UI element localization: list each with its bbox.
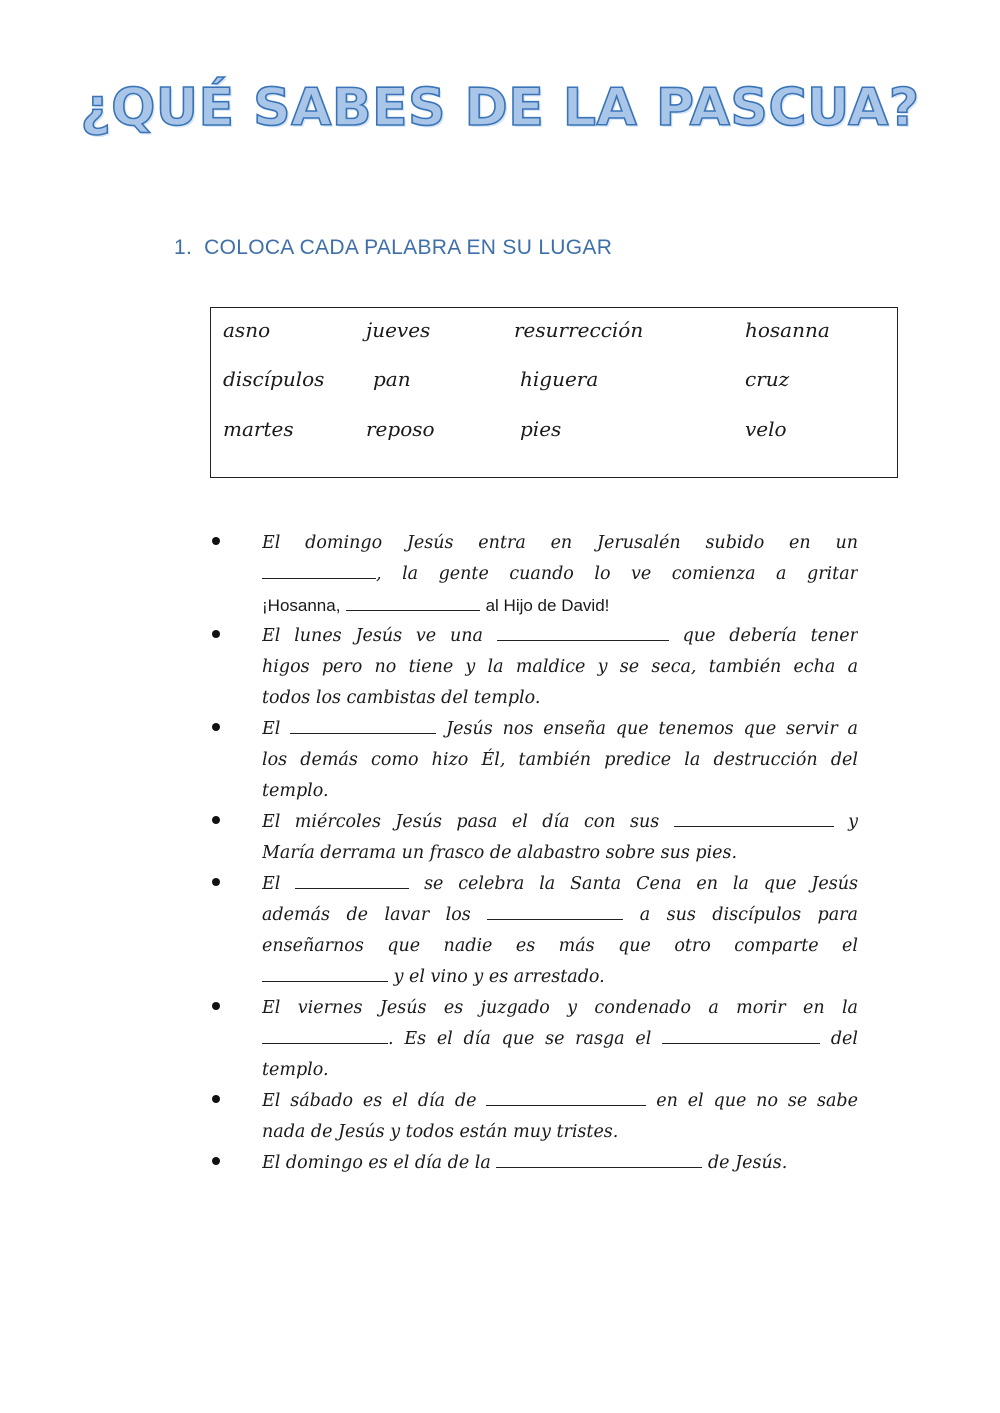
word-bank-word[interactable]: jueves <box>366 318 431 342</box>
exercise-item <box>212 993 858 1086</box>
sentence-text: del <box>830 1029 858 1049</box>
bullet-icon <box>212 1002 220 1010</box>
sentence-text: El miércoles Jesús pasa el día con sus <box>262 812 660 832</box>
sentence-text: El lunes Jesús ve una <box>262 626 483 646</box>
sentence-text: los demás como hizo Él, también predice la destrucción del <box>262 750 858 770</box>
sentence-text: María derrama un frasco de alabastro sobre sus pies. <box>262 843 738 863</box>
answer-blank[interactable] <box>662 1024 820 1044</box>
word-bank-word[interactable]: higuera <box>520 367 599 391</box>
bullet-icon <box>212 537 220 545</box>
sentence-text: y el vino y es arrestado. <box>393 967 605 987</box>
sentence-text: todos los cambistas del templo. <box>262 688 541 708</box>
sentence-line <box>262 838 858 869</box>
sentence-line <box>262 745 858 776</box>
sentence-text: El domingo Jesús entra en Jerusalén subido en un <box>262 533 858 553</box>
exercise-item <box>212 714 858 807</box>
sentence-text: enseñarnos que nadie es más que otro comparte el <box>262 936 858 956</box>
sentence-line <box>262 714 858 745</box>
bullet-icon <box>212 723 220 731</box>
word-bank-word[interactable]: velo <box>745 417 787 441</box>
word-bank-word[interactable]: martes <box>223 417 294 441</box>
word-bank-word[interactable]: asno <box>223 318 271 342</box>
sentence-line <box>262 683 858 714</box>
bullet-icon <box>212 630 220 638</box>
bullet-icon <box>212 816 220 824</box>
exercise-item <box>212 807 858 869</box>
sentence-line <box>262 900 858 931</box>
sentence-text: al Hijo de David! <box>485 596 610 615</box>
answer-blank[interactable] <box>496 1148 702 1168</box>
answer-blank[interactable] <box>262 962 388 982</box>
sentence-text: que debería tener <box>682 626 858 646</box>
sentence-line <box>262 1148 858 1179</box>
sentence-text: El sábado es el día de <box>262 1091 477 1111</box>
bullet-icon <box>212 878 220 886</box>
answer-blank[interactable] <box>290 714 436 734</box>
sentence-line <box>262 807 858 838</box>
word-bank-word[interactable]: pan <box>373 367 411 391</box>
sentence-line <box>262 1055 858 1086</box>
sentence-text: El viernes Jesús es juzgado y condenado a morir en la <box>262 998 858 1018</box>
answer-blank[interactable] <box>486 1086 646 1106</box>
sentence-line <box>262 931 858 962</box>
sentence-text: templo. <box>262 1060 329 1080</box>
sentence-line <box>262 621 858 652</box>
sentence-line <box>262 993 858 1024</box>
sentence-text: Jesús nos enseña que tenemos que servir a <box>446 719 858 739</box>
sentence-text: , la gente cuando lo ve comienza a gritar <box>376 564 858 584</box>
sentence-text: ¡Hosanna, <box>262 596 341 615</box>
word-bank-word[interactable]: discípulos <box>223 367 325 391</box>
sentence-text: y <box>848 812 858 832</box>
word-bank-word[interactable]: cruz <box>745 367 790 391</box>
word-bank-word[interactable]: resurrección <box>514 318 644 342</box>
exercise-item <box>212 621 858 714</box>
answer-blank[interactable] <box>346 591 480 611</box>
sentence-line <box>262 652 858 683</box>
bullet-icon <box>212 1095 220 1103</box>
section-heading <box>174 236 612 260</box>
exercise-item <box>212 869 858 993</box>
sentence-line <box>262 559 858 590</box>
sentence-text: templo. <box>262 781 329 801</box>
sentence-text: en el que no se sabe <box>656 1091 858 1111</box>
sentence-text: El <box>262 874 281 894</box>
word-bank-word[interactable]: reposo <box>366 417 435 441</box>
word-bank-word[interactable]: pies <box>520 417 562 441</box>
sentence-text: El <box>262 719 281 739</box>
answer-blank[interactable] <box>262 1024 388 1044</box>
sentence-line <box>262 590 858 621</box>
exercise-item <box>212 528 858 621</box>
sentence-text: nada de Jesús y todos están muy tristes. <box>262 1122 619 1142</box>
sentence-line <box>262 1024 858 1055</box>
section-heading-text: COLOCA CADA PALABRA EN SU LUGAR <box>204 236 613 259</box>
sentence-text: . Es el día que se rasga el <box>388 1029 652 1049</box>
answer-blank[interactable] <box>262 559 376 579</box>
sentence-text: de Jesús. <box>707 1153 788 1173</box>
exercise-item <box>212 1086 858 1148</box>
exercise-item <box>212 1148 858 1179</box>
sentence-line <box>262 776 858 807</box>
answer-blank[interactable] <box>487 900 623 920</box>
sentence-line <box>262 1117 858 1148</box>
bullet-icon <box>212 1157 220 1165</box>
word-bank-word[interactable]: hosanna <box>745 318 830 342</box>
answer-blank[interactable] <box>674 807 834 827</box>
section-number: 1. <box>174 236 193 259</box>
sentence-text: higos pero no tiene y la maldice y se seca, también echa a <box>262 657 858 677</box>
sentence-line <box>262 528 858 559</box>
word-bank <box>210 307 898 478</box>
sentence-text: se celebra la Santa Cena en la que Jesús <box>424 874 858 894</box>
answer-blank[interactable] <box>295 869 409 889</box>
sentence-text: a sus discípulos para <box>639 905 858 925</box>
page-title: ¿QUÉ SABES DE LA PASCUA? <box>80 78 920 138</box>
sentence-line <box>262 962 858 993</box>
fill-in-exercise <box>212 528 858 1179</box>
sentence-text: además de lavar los <box>262 905 471 925</box>
sentence-text: El domingo es el día de la <box>262 1153 491 1173</box>
answer-blank[interactable] <box>497 621 669 641</box>
sentence-line <box>262 869 858 900</box>
sentence-line <box>262 1086 858 1117</box>
